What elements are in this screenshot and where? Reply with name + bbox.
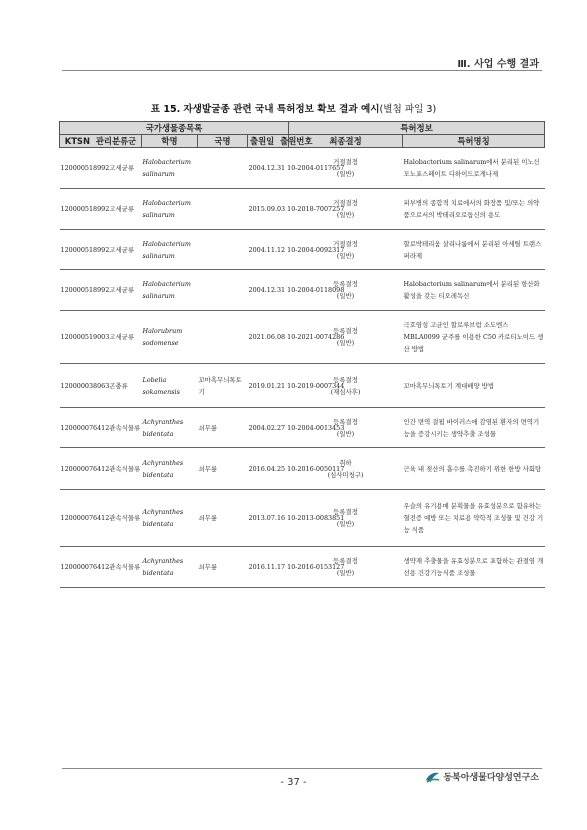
final-decision-cell: 등록결정 (일반) xyxy=(289,270,403,311)
scientific-name-cell: Achyranthes bidentata xyxy=(142,408,198,448)
footer-rule xyxy=(62,768,542,769)
col-header-patent-title: 특허명칭 xyxy=(403,135,545,148)
col-header-final-decision: 최종결정 xyxy=(289,135,403,148)
scientific-name-cell: Halobacterium salinarum xyxy=(142,230,198,270)
species-list-group-header: 국가생물종목록 xyxy=(60,122,289,135)
patent-info-group-header: 특허정보 xyxy=(289,122,545,135)
final-decision-cell: 등록결정 (일반) xyxy=(289,408,403,448)
korean-name-cell xyxy=(198,189,248,230)
patent-table xyxy=(59,121,545,588)
ktsn-cell: 120000076412관속식물류 xyxy=(60,448,142,490)
col-header-scientific-name: 학명 xyxy=(142,135,198,148)
ktsn-cell: 120000518992고세균류 xyxy=(60,270,142,311)
patent-title-cell: 인간 면역 결핍 바이러스에 감염된 환자의 면역기능을 증강시키는 생약추출 조성물 xyxy=(403,408,545,448)
patent-title-cell: Halobacterium salinarum에서 분리된 이노신 모노포스페이트 디하이드로게나제 xyxy=(403,148,545,189)
col-header-ktsn-group: KTSN 관리분류군 xyxy=(60,135,142,148)
footer-org xyxy=(425,770,539,783)
table-row xyxy=(60,230,545,270)
patent-title-cell: 할로박테리움 살리나룸에서 분리된 아세틸 트랜스퍼라제 xyxy=(403,230,545,270)
caption-note: (별첨 파일 3) xyxy=(379,104,437,115)
group-header-row xyxy=(60,122,545,135)
korean-name-cell: 꼬마흑무늬톡토기 xyxy=(198,364,248,408)
ktsn-cell: 120000038063곤충류 xyxy=(60,364,142,408)
scientific-name-cell: Halorubrum sodomense xyxy=(142,311,198,364)
final-decision-cell: 거절결정 (일반) xyxy=(289,148,403,189)
table-caption xyxy=(0,101,587,115)
korean-name-cell xyxy=(198,270,248,311)
table-row xyxy=(60,490,545,547)
scientific-name-cell: Achyranthes bidentata xyxy=(142,547,198,588)
final-decision-cell: 거절결정 (일반) xyxy=(289,189,403,230)
column-header-row xyxy=(60,135,545,148)
page-number: - 37 - xyxy=(280,777,307,788)
korean-name-cell: 쇠무릎 xyxy=(198,408,248,448)
patent-title-cell: 생약재 추출물을 유효성분으로 포함하는 관절염 개선용 건강기능식품 조성물 xyxy=(403,547,545,588)
application-cell: 2016.04.25 10-2016-0050117 xyxy=(248,448,289,490)
scientific-name-cell: Halobacterium salinarum xyxy=(142,189,198,230)
scientific-name-cell: Halobacterium salinarum xyxy=(142,148,198,189)
patent-title-cell: 우슬의 유기용매 분획물을 유효성분으로 함유하는 혈전증 예방 또는 치료용 약학적 조성물 및 건강 기능 식품 xyxy=(403,490,545,547)
patent-title-cell: 극호염성 고균인 할로루브럼 소도멘스 MBLA0099 균주를 이용한 C50 카로티노이드 생산 방법 xyxy=(403,311,545,364)
final-decision-cell: 취하 (심사미청구) xyxy=(289,448,403,490)
application-cell: 2016.11.17 10-2016-0153127 xyxy=(248,547,289,588)
ktsn-cell: 120000518992고세균류 xyxy=(60,189,142,230)
application-cell: 2004.12.31 10-2004-0117657 xyxy=(248,148,289,189)
scientific-name-cell: Halobacterium salinarum xyxy=(142,270,198,311)
final-decision-cell: 등록결정 (일반) xyxy=(289,311,403,364)
korean-name-cell xyxy=(198,230,248,270)
table-row xyxy=(60,408,545,448)
organization-name: 동북아생물다양성연구소 xyxy=(443,773,539,783)
korean-name-cell xyxy=(198,148,248,189)
ktsn-cell: 120000076412관속식물류 xyxy=(60,408,142,448)
table-row xyxy=(60,364,545,408)
col-header-application: 출원일 출원번호 xyxy=(248,135,289,148)
table-row xyxy=(60,270,545,311)
table-row xyxy=(60,148,545,189)
application-cell: 2004.11.12 10-2004-0092317 xyxy=(248,230,289,270)
final-decision-cell: 등록결정 (일반) xyxy=(289,547,403,588)
header-rule xyxy=(62,70,542,71)
application-cell: 2004.12.31 10-2004-0118098 xyxy=(248,270,289,311)
patent-title-cell: 꼬마흑무늬톡토기 계대배양 방법 xyxy=(403,364,545,408)
application-cell: 2013.07.16 10-2013-0083851 xyxy=(248,490,289,547)
ktsn-cell: 120000518992고세균류 xyxy=(60,148,142,189)
final-decision-cell: 등록결정 (일반) xyxy=(289,490,403,547)
application-cell: 2019.01.21 10-2019-0007344 xyxy=(248,364,289,408)
table-row xyxy=(60,448,545,490)
ktsn-cell: 120000076412관속식물류 xyxy=(60,547,142,588)
caption-title: 자생발굴종 관련 국내 특허정보 확보 결과 예시 xyxy=(183,104,380,115)
scientific-name-cell: Lobelia sokamensis xyxy=(142,364,198,408)
running-header: Ⅲ. 사업 수행 결과 xyxy=(457,59,539,70)
application-cell: 2004.02.27 10-2004-0013453 xyxy=(248,408,289,448)
korean-name-cell xyxy=(198,311,248,364)
application-cell: 2015.09.03 10-2018-7007257 xyxy=(248,189,289,230)
korean-name-cell: 쇠무릎 xyxy=(198,547,248,588)
scientific-name-cell: Achyranthes bidentata xyxy=(142,490,198,547)
table-row xyxy=(60,311,545,364)
institute-logo-icon xyxy=(425,770,440,783)
table-row xyxy=(60,547,545,588)
ktsn-cell: 120000076412관속식물류 xyxy=(60,490,142,547)
scientific-name-cell: Achyranthes bidentata xyxy=(142,448,198,490)
korean-name-cell: 쇠무릎 xyxy=(198,448,248,490)
patent-title-cell: Halobacterium salinarum에서 분리된 항산화 활성을 갖는 티오레독신 xyxy=(403,270,545,311)
ktsn-cell: 120000518992고세균류 xyxy=(60,230,142,270)
application-cell: 2021.06.08 10-2021-0074286 xyxy=(248,311,289,364)
ktsn-cell: 120000519003고세균류 xyxy=(60,311,142,364)
col-header-korean-name: 국명 xyxy=(198,135,248,148)
caption-label: 표 15. xyxy=(150,104,181,115)
final-decision-cell: 등록결정 (재심사후) xyxy=(289,364,403,408)
final-decision-cell: 거절결정 (일반) xyxy=(289,230,403,270)
patent-title-cell: 근육 내 젖산의 흡수를 촉진하기 위한 한방 사회탕 xyxy=(403,448,545,490)
table-row xyxy=(60,189,545,230)
korean-name-cell: 쇠무릎 xyxy=(198,490,248,547)
patent-title-cell: 피부병의 종합적 치료에서의 화장품 및/또는 의약품으로서의 박테리오로돕신의 용도 xyxy=(403,189,545,230)
